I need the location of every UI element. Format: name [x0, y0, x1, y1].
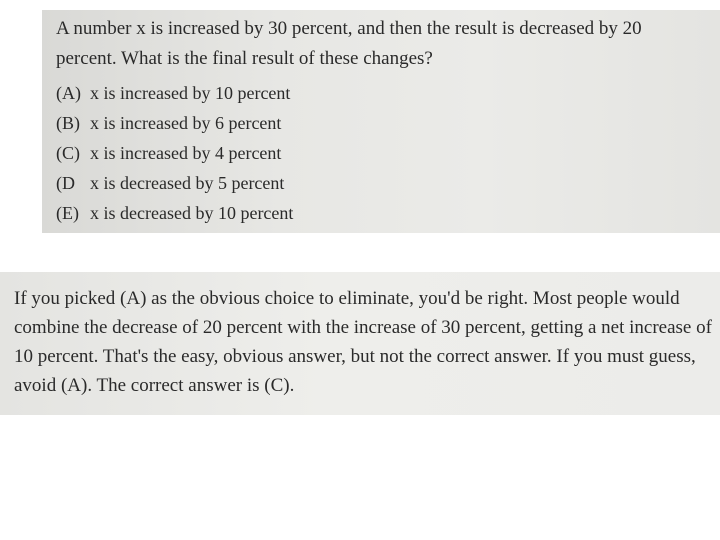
- explanation-text: If you picked (A) as the obvious choice to eliminate, you'd be right. Most people would combine the decrease of 20 percent with the increase of 30 percent, getting a net increase of 10 percent. That's the easy, obvious answer, but not the correct answer. If you must guess, avoid (A). The correct answer is (C).: [14, 288, 712, 396]
- explanation-scan: [0, 272, 720, 415]
- question-text: A number x is increased by 30 percent, and then the result is decreased by 20 percent. What is the final result of these changes?: [56, 18, 642, 69]
- choice-d: [56, 168, 720, 198]
- choice-letter: (E): [56, 203, 79, 223]
- choice-text: x is decreased by 10 percent: [90, 203, 294, 223]
- choice-text: x is decreased by 5 percent: [90, 173, 285, 193]
- choice-b: [56, 108, 720, 138]
- choice-letter: (D: [56, 173, 75, 193]
- choice-c: [56, 138, 720, 168]
- answer-choices: [56, 78, 720, 228]
- choice-text: x is increased by 10 percent: [90, 83, 291, 103]
- choice-a: [56, 78, 720, 108]
- choice-letter: (B): [56, 113, 80, 133]
- question-scan: [42, 10, 720, 233]
- choice-letter: (A): [56, 83, 81, 103]
- choice-e: [56, 198, 720, 228]
- choice-text: x is increased by 4 percent: [90, 143, 282, 163]
- choice-text: x is increased by 6 percent: [90, 113, 282, 133]
- choice-letter: (C): [56, 143, 80, 163]
